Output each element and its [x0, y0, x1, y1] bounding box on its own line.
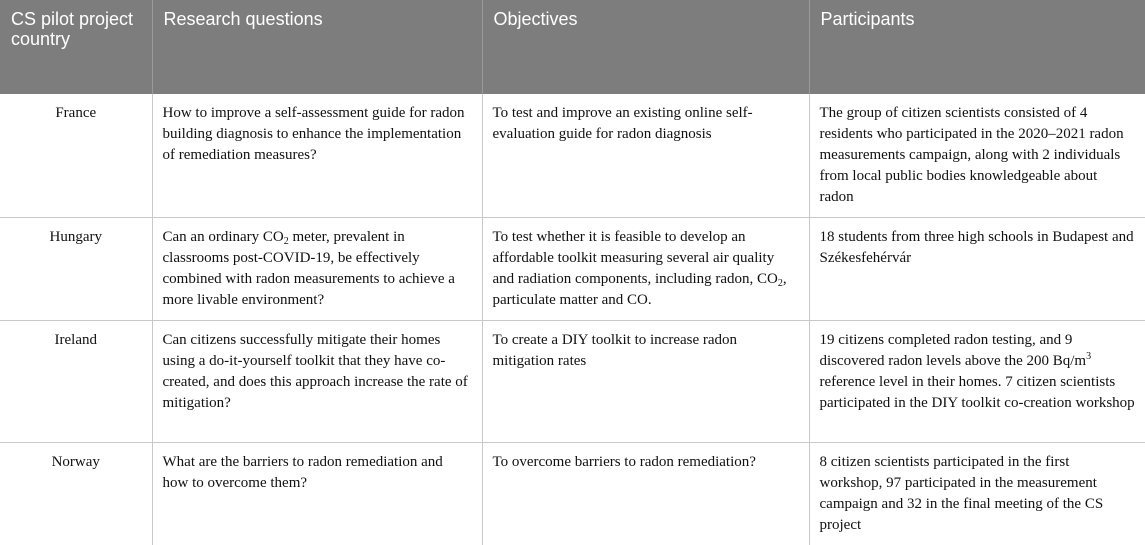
participants-cell: 18 students from three high schools in Budapest and Székesfehérvár: [809, 218, 1145, 321]
text-segment: meter, prevalent in classrooms post-COVID-19, be effectively combined with radon measurements to achieve a more livable environment?: [163, 229, 455, 308]
country-cell: Ireland: [0, 321, 152, 443]
research-question-cell: Can citizens successfully mitigate their homes using a do-it-yourself toolkit that they have co-created, and does this approach increase the rate of mitigation?: [152, 321, 482, 443]
participants-cell: [809, 321, 1145, 443]
table-row: [0, 218, 1145, 321]
table-row: [0, 94, 1145, 218]
participants-cell: 8 citizen scientists participated in the first workshop, 97 participated in the measurement campaign and 32 in the final meeting of the CS project: [809, 443, 1145, 545]
objective-cell: To overcome barriers to radon remediation?: [482, 443, 809, 545]
country-cell: Norway: [0, 443, 152, 545]
participants-cell: The group of citizen scientists consisted of 4 residents who participated in the 2020–2021 radon measurements campaign, along with 2 individuals from local public bodies knowledgeable about radon: [809, 94, 1145, 218]
country-cell: Hungary: [0, 218, 152, 321]
research-question-cell: [152, 218, 482, 321]
table-row: [0, 443, 1145, 545]
objective-cell: [482, 218, 809, 321]
text-segment: , particulate matter and CO.: [493, 271, 787, 308]
subscript: 2: [778, 278, 783, 289]
header-participants: Participants: [809, 0, 1145, 94]
objective-cell: To test and improve an existing online self-evaluation guide for radon diagnosis: [482, 94, 809, 218]
text-segment: To test whether it is feasible to develop an affordable toolkit measuring several air quality and radiation components, including radon, CO: [493, 229, 778, 287]
text-segment: Can an ordinary CO: [163, 229, 284, 245]
country-cell: France: [0, 94, 152, 218]
text-segment: 19 citizens completed radon testing, and 9 discovered radon levels above the 200 Bq/m: [820, 332, 1087, 369]
header-research-questions: Research questions: [152, 0, 482, 94]
objective-cell: To create a DIY toolkit to increase radon mitigation rates: [482, 321, 809, 443]
research-question-cell: What are the barriers to radon remediation and how to overcome them?: [152, 443, 482, 545]
table-row: [0, 321, 1145, 443]
subscript: 2: [284, 236, 289, 247]
superscript: 3: [1086, 351, 1091, 362]
research-question-cell: How to improve a self-assessment guide for radon building diagnosis to enhance the implementation of remediation measures?: [152, 94, 482, 218]
text-segment: reference level in their homes. 7 citizen scientists participated in the DIY toolkit co-creation workshop: [820, 374, 1135, 411]
table-header-row: [0, 0, 1145, 94]
header-objectives: Objectives: [482, 0, 809, 94]
header-country: CS pilot project country: [0, 0, 152, 94]
